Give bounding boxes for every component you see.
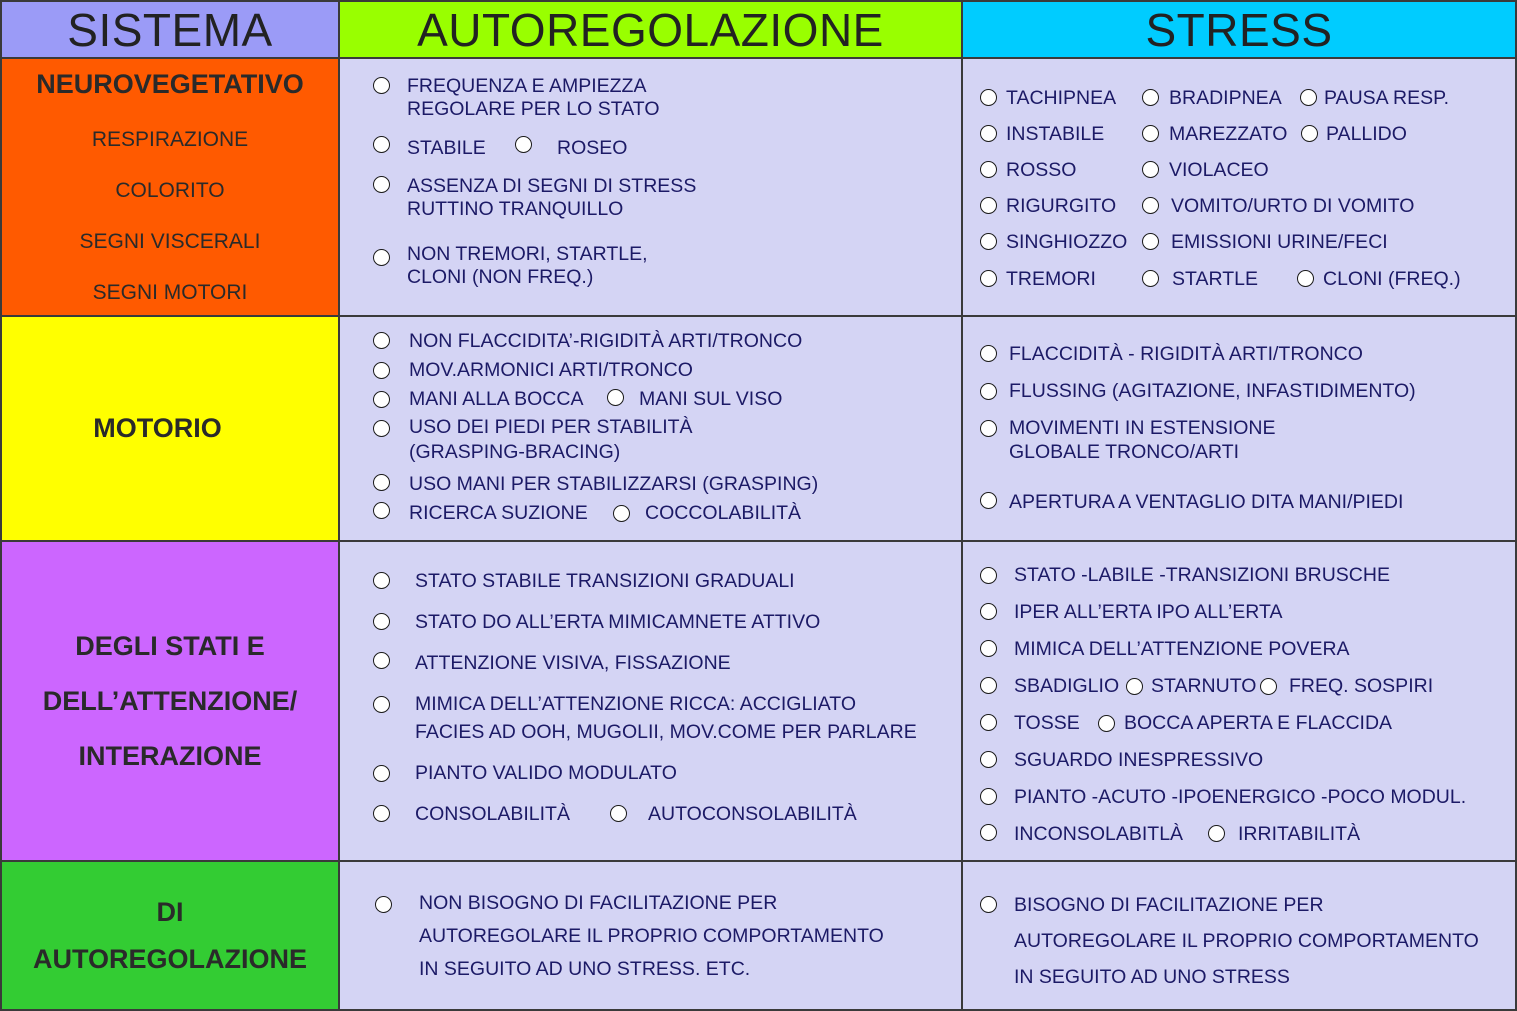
- radio-option[interactable]: [1297, 270, 1314, 287]
- option-label: NON TREMORI, STARTLE,: [407, 243, 648, 265]
- option-label: EMISSIONI URINE/FECI: [1171, 231, 1388, 253]
- option-label: RIGURGITO: [1006, 195, 1117, 217]
- system-title: DELL’ATTENZIONE/: [42, 685, 298, 716]
- radio-option[interactable]: [373, 696, 390, 713]
- system-sub: RESPIRAZIONE: [91, 127, 249, 151]
- system-sub: SEGNI MOTORI: [92, 280, 248, 304]
- system-title: DI: [156, 896, 184, 927]
- option-label: FACIES AD OOH, MUGOLII, MOV.COME PER PARLARE: [415, 721, 917, 743]
- option-label: FREQUENZA E AMPIEZZA: [407, 75, 647, 97]
- radio-option[interactable]: [375, 896, 392, 913]
- option-label: IN SEGUITO AD UNO STRESS: [1014, 966, 1290, 988]
- option-label: AUTOREGOLARE IL PROPRIO COMPORTAMENTO: [1014, 930, 1479, 952]
- radio-option[interactable]: [980, 270, 997, 287]
- option-label: ATTENZIONE VISIVA, FISSAZIONE: [415, 652, 731, 674]
- radio-option[interactable]: [373, 249, 390, 266]
- radio-option[interactable]: [1142, 89, 1159, 106]
- option-label: INSTABILE: [1006, 123, 1105, 145]
- option-label: IN SEGUITO AD UNO STRESS. ETC.: [419, 958, 751, 980]
- option-label: SGUARDO INESPRESSIVO: [1014, 749, 1264, 771]
- option-label: VOMITO/URTO DI VOMITO: [1171, 195, 1415, 217]
- system-neurovegetativo: [0, 57, 340, 317]
- stress-cell-motorio: [961, 315, 1517, 542]
- option-label: BOCCA APERTA E FLACCIDA: [1124, 712, 1393, 734]
- option-label: RUTTINO TRANQUILLO: [407, 198, 624, 220]
- radio-option[interactable]: [980, 125, 997, 142]
- option-label: INCONSOLABITLÀ: [1014, 823, 1184, 845]
- auto-cell-stati: [338, 540, 963, 862]
- option-label: SINGHIOZZO: [1006, 231, 1128, 253]
- option-label: BRADIPNEA: [1169, 87, 1282, 109]
- radio-option[interactable]: [1098, 715, 1115, 732]
- radio-option[interactable]: [980, 492, 997, 509]
- radio-option[interactable]: [980, 89, 997, 106]
- option-label: ROSSO: [1006, 159, 1077, 181]
- radio-option[interactable]: [980, 197, 997, 214]
- option-label: NON FLACCIDITA’-RIGIDITÀ ARTI/TRONCO: [409, 330, 803, 352]
- option-label: ROSEO: [557, 137, 628, 159]
- system-sub: SEGNI VISCERALI: [79, 229, 261, 253]
- radio-option[interactable]: [515, 136, 532, 153]
- radio-option[interactable]: [613, 505, 630, 522]
- radio-option[interactable]: [980, 896, 997, 913]
- option-label: MOVIMENTI IN ESTENSIONE: [1009, 417, 1276, 439]
- option-label: AUTOREGOLARE IL PROPRIO COMPORTAMENTO: [419, 925, 884, 947]
- system-title: AUTOREGOLAZIONE: [32, 943, 307, 974]
- radio-option[interactable]: [607, 389, 624, 406]
- radio-option[interactable]: [980, 567, 997, 584]
- radio-option[interactable]: [373, 420, 390, 437]
- option-label: IPER ALL’ERTA IPO ALL’ERTA: [1014, 601, 1283, 623]
- header-stress: [961, 0, 1517, 59]
- radio-option[interactable]: [980, 161, 997, 178]
- option-label: TREMORI: [1006, 268, 1096, 290]
- radio-option[interactable]: [373, 332, 390, 349]
- option-label: TOSSE: [1014, 712, 1080, 734]
- option-label: CLONI (FREQ.): [1323, 268, 1461, 290]
- option-label: MANI SUL VISO: [639, 388, 783, 410]
- system-stati-attenzione: [0, 540, 340, 862]
- radio-option[interactable]: [980, 603, 997, 620]
- stress-cell-neurovegetativo: [961, 57, 1517, 317]
- system-title: NEUROVEGETATIVO: [36, 69, 304, 100]
- radio-option[interactable]: [1260, 678, 1277, 695]
- option-label: IRRITABILITÀ: [1238, 823, 1361, 845]
- radio-option[interactable]: [373, 77, 390, 94]
- option-label: PIANTO VALIDO MODULATO: [415, 762, 677, 784]
- radio-option[interactable]: [373, 652, 390, 669]
- auto-cell-autoregolazione: [338, 860, 963, 1011]
- radio-option[interactable]: [980, 233, 997, 250]
- auto-cell-neurovegetativo: [338, 57, 963, 317]
- system-motorio: [0, 315, 340, 542]
- radio-option[interactable]: [1301, 125, 1318, 142]
- option-label: REGOLARE PER LO STATO: [407, 98, 660, 120]
- option-label: NON BISOGNO DI FACILITAZIONE PER: [419, 892, 778, 914]
- option-label: APERTURA A VENTAGLIO DITA MANI/PIEDI: [1009, 491, 1404, 513]
- radio-option[interactable]: [980, 714, 997, 731]
- radio-option[interactable]: [373, 176, 390, 193]
- radio-option[interactable]: [1142, 233, 1159, 250]
- stress-cell-autoregolazione: [961, 860, 1517, 1011]
- header-autoregolazione-label: AUTOREGOLAZIONE: [417, 3, 884, 56]
- system-title: DEGLI STATI E: [75, 630, 265, 661]
- radio-option[interactable]: [980, 751, 997, 768]
- radio-option[interactable]: [980, 824, 997, 841]
- header-stress-label: STRESS: [1145, 3, 1333, 56]
- radio-option[interactable]: [373, 474, 390, 491]
- option-label: AUTOCONSOLABILITÀ: [648, 803, 857, 825]
- stress-cell-stati: [961, 540, 1517, 862]
- radio-option[interactable]: [373, 805, 390, 822]
- header-sistema: [0, 0, 340, 59]
- radio-option[interactable]: [980, 788, 997, 805]
- radio-option[interactable]: [373, 391, 390, 408]
- radio-option[interactable]: [373, 502, 390, 519]
- radio-option[interactable]: [610, 805, 627, 822]
- option-label: BISOGNO DI FACILITAZIONE PER: [1014, 894, 1324, 916]
- option-label: FLUSSING (AGITAZIONE, INFASTIDIMENTO): [1009, 380, 1416, 402]
- option-label: STATO DO ALL’ERTA MIMICAMNETE ATTIVO: [415, 611, 821, 633]
- option-label: ASSENZA DI SEGNI DI STRESS: [407, 175, 697, 197]
- auto-cell-motorio: [338, 315, 963, 542]
- option-label: CONSOLABILITÀ: [415, 803, 570, 825]
- radio-option[interactable]: [1142, 161, 1159, 178]
- radio-option[interactable]: [980, 640, 997, 657]
- option-label: CLONI (NON FREQ.): [407, 266, 594, 288]
- option-label: STATO -LABILE -TRANSIZIONI BRUSCHE: [1014, 564, 1390, 586]
- radio-option[interactable]: [1126, 678, 1143, 695]
- option-label: STARNUTO: [1151, 675, 1257, 697]
- system-autoregolazione: [0, 860, 340, 1011]
- option-label: SBADIGLIO: [1014, 675, 1120, 697]
- option-label: MIMICA DELL’ATTENZIONE RICCA: ACCIGLIATO: [415, 693, 856, 715]
- radio-option[interactable]: [373, 613, 390, 630]
- option-label: PALLIDO: [1326, 123, 1407, 145]
- radio-option[interactable]: [980, 383, 997, 400]
- radio-option[interactable]: [373, 362, 390, 379]
- option-label: MANI ALLA BOCCA: [409, 388, 584, 410]
- radio-option[interactable]: [373, 572, 390, 589]
- option-label: USO MANI PER STABILIZZARSI (GRASPING): [409, 473, 819, 495]
- system-title: MOTORIO: [93, 412, 222, 443]
- radio-option[interactable]: [980, 420, 997, 437]
- option-label: MOV.ARMONICI ARTI/TRONCO: [409, 359, 693, 381]
- radio-option[interactable]: [980, 677, 997, 694]
- system-sub: COLORITO: [115, 178, 225, 202]
- header-autoregolazione: [338, 0, 963, 59]
- option-label: STATO STABILE TRANSIZIONI GRADUALI: [415, 570, 795, 592]
- header-sistema-label: SISTEMA: [67, 3, 273, 56]
- option-label: TACHIPNEA: [1006, 87, 1117, 109]
- radio-option[interactable]: [1142, 270, 1159, 287]
- option-label: COCCOLABILITÀ: [645, 502, 802, 524]
- option-label: FREQ. SOSPIRI: [1289, 675, 1434, 697]
- radio-option[interactable]: [373, 765, 390, 782]
- option-label: PAUSA RESP.: [1324, 87, 1450, 109]
- option-label: PIANTO -ACUTO -IPOENERGICO -POCO MODUL.: [1014, 786, 1467, 808]
- radio-option[interactable]: [1142, 197, 1159, 214]
- option-label: VIOLACEO: [1169, 159, 1269, 181]
- radio-option[interactable]: [1142, 125, 1159, 142]
- radio-option[interactable]: [980, 345, 997, 362]
- option-label: GLOBALE TRONCO/ARTI: [1009, 441, 1240, 463]
- option-label: RICERCA SUZIONE: [409, 502, 588, 524]
- radio-option[interactable]: [1208, 825, 1225, 842]
- option-label: MIMICA DELL’ATTENZIONE POVERA: [1014, 638, 1350, 660]
- option-label: (GRASPING-BRACING): [409, 441, 621, 463]
- option-label: STARTLE: [1172, 268, 1258, 290]
- option-label: FLACCIDITÀ - RIGIDITÀ ARTI/TRONCO: [1009, 343, 1363, 365]
- option-label: USO DEI PIEDI PER STABILITÀ: [409, 416, 693, 438]
- system-title: INTERAZIONE: [78, 740, 262, 771]
- radio-option[interactable]: [373, 136, 390, 153]
- radio-option[interactable]: [1300, 89, 1317, 106]
- option-label: STABILE: [407, 137, 486, 159]
- option-label: MAREZZATO: [1169, 123, 1288, 145]
